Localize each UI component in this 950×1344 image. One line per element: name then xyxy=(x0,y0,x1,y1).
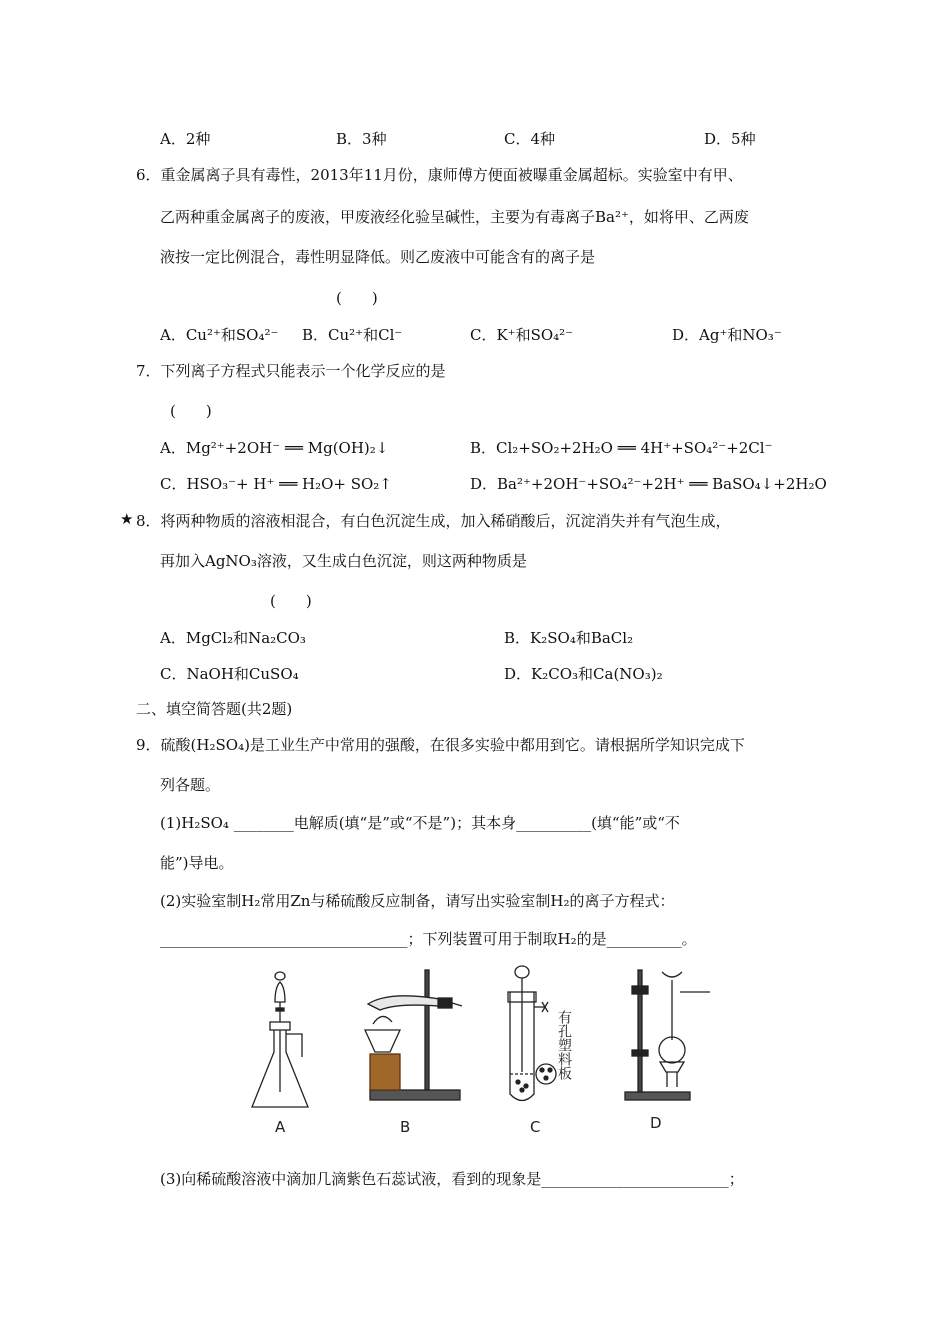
q8-answer-paren: ( ) xyxy=(270,592,312,610)
q9-line-2: 列各题。 xyxy=(160,776,221,794)
q8-line-1: 8．将两种物质的溶液相混合，有白色沉淀生成，加入稀硝酸后，沉淀消失并有气泡生成， xyxy=(136,512,731,530)
label-b: B xyxy=(400,1118,411,1136)
q9-part2-line-1: (2)实验室制H₂常用Zn与稀硫酸反应制备，请写出实验室制H₂的离子方程式： xyxy=(160,892,675,910)
q6-option-b: B．Cu²⁺和Cl⁻ xyxy=(302,326,403,344)
q6-line-1: 6．重金属离子具有毒性，2013年11月份，康师傅方便面被曝重金属超标。实验室中有甲、 xyxy=(136,166,743,184)
q9-part2-line-2: _________________________________；下列装置可用于制取H₂的是__________。 xyxy=(160,930,697,948)
q5-option-a: A．2种 xyxy=(160,130,211,148)
q6-line-2: 乙两种重金属离子的废液，甲废液经化验呈碱性，主要为有毒离子Ba²⁺，如将甲、乙两废 xyxy=(160,208,749,226)
q8-option-b: B．K₂SO₄和BaCl₂ xyxy=(504,629,634,647)
q7-option-b: B．Cl₂+SO₂+2H₂O ══ 4H⁺+SO₄²⁻+2Cl⁻ xyxy=(470,439,773,457)
q7-option-d: D．Ba²⁺+2OH⁻+SO₄²⁻+2H⁺ ══ BaSO₄↓+2H₂O xyxy=(470,475,827,493)
q5-option-c: C．4种 xyxy=(504,130,556,148)
q9-line-1: 9．硫酸(H₂SO₄)是工业生产中常用的强酸，在很多实验中都用到它。请根据所学知识完成下 xyxy=(136,736,745,754)
q8-option-d: D．K₂CO₃和Ca(NO₃)₂ xyxy=(504,665,663,683)
apparatus-a xyxy=(252,972,308,1107)
q7-stem: 7．下列离子方程式只能表示一个化学反应的是 xyxy=(136,362,446,380)
q6-line-3: 液按一定比例混合，毒性明显降低。则乙废液中可能含有的离子是 xyxy=(160,248,596,266)
q8-option-c: C．NaOH和CuSO₄ xyxy=(160,665,299,683)
apparatus-d xyxy=(625,970,710,1100)
star-marker: ★ xyxy=(120,510,134,528)
q6-answer-paren: ( ) xyxy=(336,289,378,307)
q8-line-2: 再加入AgNO₃溶液，又生成白色沉淀，则这两种物质是 xyxy=(160,552,527,570)
apparatus-figure xyxy=(240,962,720,1142)
q8-option-a: A．MgCl₂和Na₂CO₃ xyxy=(160,629,306,647)
label-c: C xyxy=(530,1118,541,1136)
q9-part1-line-1: (1)H₂SO₄ ________电解质(填“是”或“不是”)；其本身__________(填“能”或“不 xyxy=(160,814,680,832)
q9-part1-line-2: 能”)导电。 xyxy=(160,854,234,872)
section-title: 二、填空简答题(共2题) xyxy=(136,700,293,718)
apparatus-b xyxy=(365,970,462,1100)
q6-option-a: A．Cu²⁺和SO₄²⁻ xyxy=(160,326,279,344)
q7-option-c: C．HSO₃⁻+ H⁺ ══ H₂O+ SO₂↑ xyxy=(160,475,392,493)
q5-option-b: B．3种 xyxy=(336,130,387,148)
q7-answer-paren: ( ) xyxy=(170,402,212,420)
apparatus-c xyxy=(508,966,556,1101)
label-d: D xyxy=(650,1114,662,1132)
q5-option-d: D．5种 xyxy=(704,130,756,148)
label-a: A xyxy=(275,1118,286,1136)
q6-option-d: D．Ag⁺和NO₃⁻ xyxy=(672,326,782,344)
perforated-plate-label: 有孔塑料板 xyxy=(556,1010,572,1080)
q9-part3-line: (3)向稀硫酸溶液中滴加几滴紫色石蕊试液，看到的现象是_________________________； xyxy=(160,1170,744,1188)
q6-option-c: C．K⁺和SO₄²⁻ xyxy=(470,326,574,344)
q7-option-a: A．Mg²⁺+2OH⁻ ══ Mg(OH)₂↓ xyxy=(160,439,389,457)
